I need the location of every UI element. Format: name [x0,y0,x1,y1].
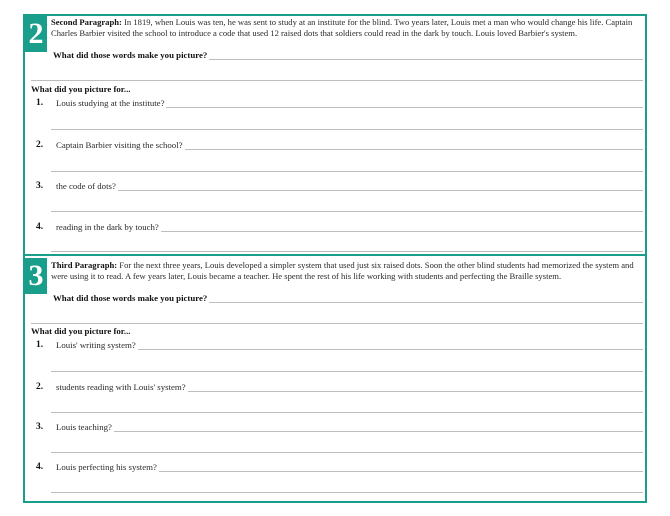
question-text: Louis perfecting his system? [56,462,157,472]
answer-line[interactable] [51,371,643,372]
question-number: 1. [36,340,44,350]
question-row [36,462,643,472]
answer-line[interactable] [51,452,643,453]
section-divider [23,254,647,256]
question-text: Louis' writing system? [56,340,136,350]
answer-line[interactable] [185,140,643,150]
answer-line[interactable] [114,422,643,432]
answer-line[interactable] [31,80,643,81]
question-row [36,140,643,150]
question-row [36,422,643,432]
question-text: Louis studying at the institute? [56,98,165,108]
question-row [36,382,643,392]
section-paragraph [51,17,641,38]
question-text: reading in the dark by touch? [56,222,159,232]
question-number: 2. [36,382,44,392]
answer-line[interactable] [209,50,643,60]
answer-line[interactable] [161,222,643,232]
picture-for-label: What did you picture for... [31,84,131,94]
question-text: Captain Barbier visiting the school? [56,140,183,150]
picture-for-label: What did you picture for... [31,326,131,336]
question-number: 4. [36,462,44,472]
section-paragraph [51,260,641,281]
answer-line[interactable] [51,492,643,493]
answer-line[interactable] [188,382,643,392]
question-number: 4. [36,222,44,232]
question-row [36,222,643,232]
prompt-row [53,293,643,303]
question-text: the code of dots? [56,181,116,191]
prompt-label: What did those words make you picture? [53,50,208,60]
answer-line[interactable] [31,323,643,324]
question-row [36,181,643,191]
answer-line[interactable] [159,462,643,472]
answer-line[interactable] [166,98,643,108]
paragraph-text: In 1819, when Louis was ten, he was sent to study at an institute for the blind. Two years later, Louis met a man who would change his life. Captain Charles Barbier visited the school to introduce a code that used 12 raised dots that soldiers could read in the dark by touch. Louis loved Barbier's system. [51,17,633,38]
question-number: 3. [36,422,44,432]
answer-line[interactable] [51,171,643,172]
answer-line[interactable] [51,251,643,252]
paragraph-heading: Third Paragraph: [51,260,118,270]
question-number: 2. [36,140,44,150]
answer-line[interactable] [138,340,643,350]
question-text: Louis teaching? [56,422,112,432]
section-number-badge: 3 [25,258,47,294]
question-text: students reading with Louis' system? [56,382,186,392]
question-row [36,98,643,108]
question-number: 3. [36,181,44,191]
answer-line[interactable] [118,181,643,191]
question-number: 1. [36,98,44,108]
prompt-label: What did those words make you picture? [53,293,208,303]
answer-line[interactable] [51,412,643,413]
paragraph-heading: Second Paragraph: [51,17,122,27]
answer-line[interactable] [51,211,643,212]
answer-line[interactable] [209,293,643,303]
section-number-badge: 2 [25,16,47,52]
answer-line[interactable] [51,129,643,130]
question-row [36,340,643,350]
paragraph-text: For the next three years, Louis developed a simpler system that used just six raised dots. Soon the other blind students had memorized the system and were using it to read. A few years later, Louis became a teacher. He spent the rest of his life working with students and perfecting the Braille system. [51,260,634,281]
prompt-row [53,50,643,60]
